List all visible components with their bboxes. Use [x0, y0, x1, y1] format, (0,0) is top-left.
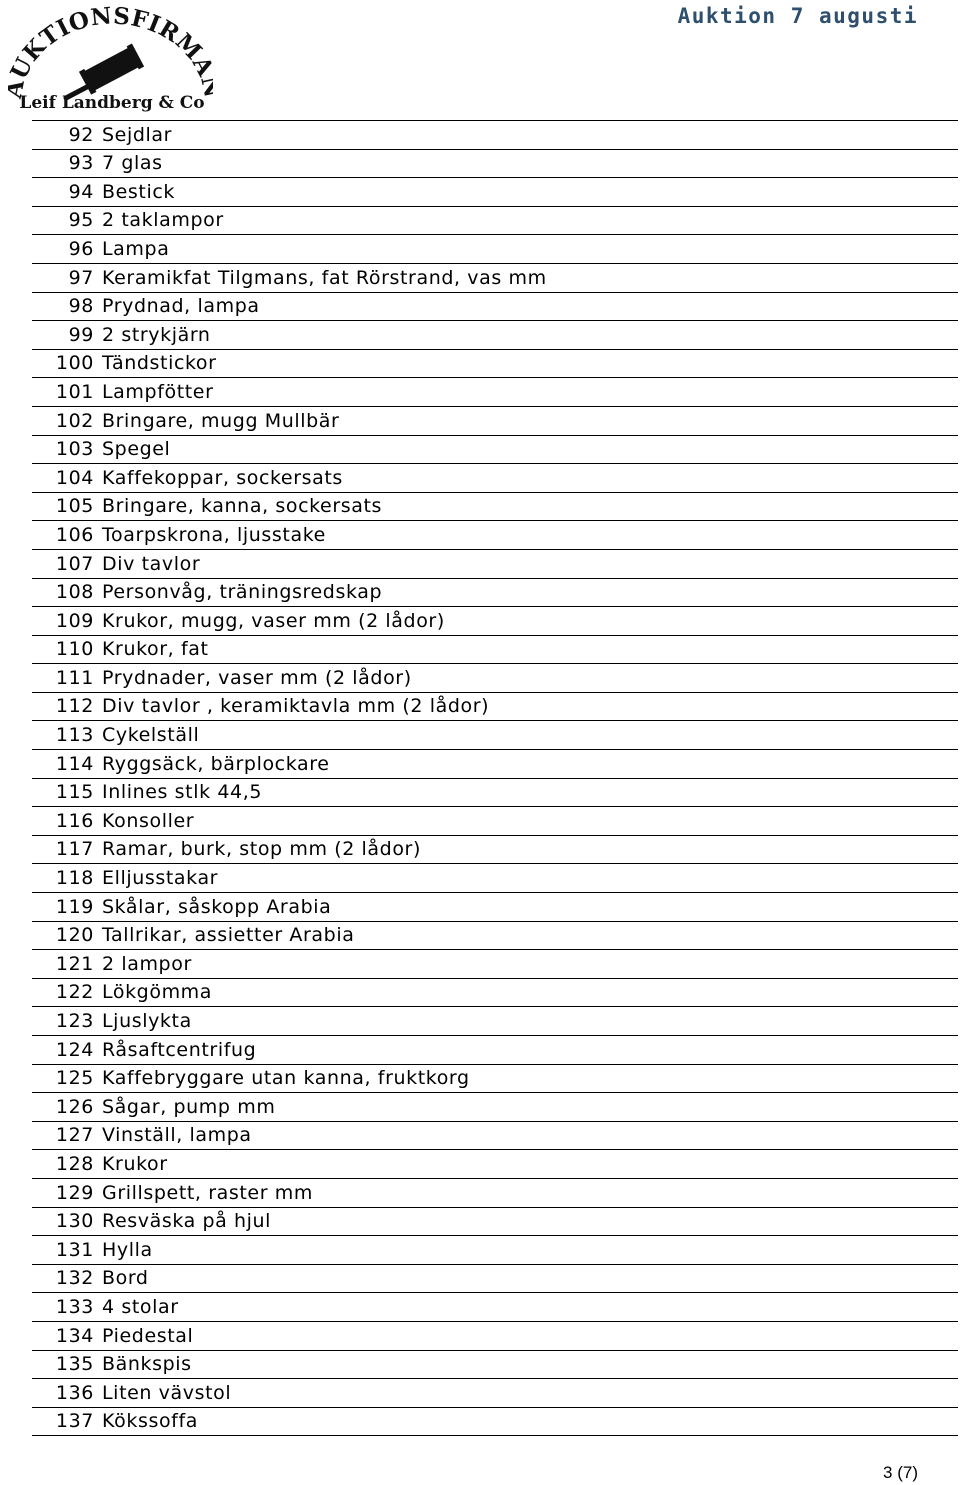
- lot-description: Bänkspis: [102, 1350, 958, 1379]
- lot-number: 129: [32, 1178, 102, 1207]
- table-row: [32, 978, 958, 1007]
- lot-description: 2 taklampor: [102, 206, 958, 235]
- lot-description: Div tavlor , keramiktavla mm (2 lådor): [102, 692, 958, 721]
- table-row: [32, 1178, 958, 1207]
- table-row: [32, 1321, 958, 1350]
- table-row: [32, 893, 958, 922]
- table-row: [32, 1093, 958, 1122]
- lot-number: 117: [32, 835, 102, 864]
- lot-number: 132: [32, 1264, 102, 1293]
- table-row: [32, 1036, 958, 1065]
- lot-description: Personvåg, träningsredskap: [102, 578, 958, 607]
- lot-number: 103: [32, 435, 102, 464]
- lot-description: Krukor: [102, 1150, 958, 1179]
- logo-arc-text: UKTIONSFIRM: [8, 2, 208, 84]
- lot-description: Tallrikar, assietter Arabia: [102, 921, 958, 950]
- lot-number: 126: [32, 1093, 102, 1122]
- lot-description: 4 stolar: [102, 1293, 958, 1322]
- lot-number: 136: [32, 1379, 102, 1408]
- lot-number: 113: [32, 721, 102, 750]
- company-logo: [8, 0, 213, 118]
- lot-description: Keramikfat Tilgmans, fat Rörstrand, vas mm: [102, 263, 958, 292]
- lot-description: 2 strykjärn: [102, 321, 958, 350]
- lot-number: 107: [32, 549, 102, 578]
- lot-description: Råsaftcentrifug: [102, 1036, 958, 1065]
- lot-number: 96: [32, 235, 102, 264]
- lot-description: Cykelställ: [102, 721, 958, 750]
- lot-description: Ramar, burk, stop mm (2 lådor): [102, 835, 958, 864]
- table-row: [32, 835, 958, 864]
- lot-description: 7 glas: [102, 149, 958, 178]
- table-row: [32, 206, 958, 235]
- lot-description: Bestick: [102, 178, 958, 207]
- lot-number: 100: [32, 349, 102, 378]
- table-row: [32, 778, 958, 807]
- table-row: [32, 178, 958, 207]
- table-row: [32, 549, 958, 578]
- lot-number: 98: [32, 292, 102, 321]
- lot-list: [32, 120, 958, 1436]
- table-row: [32, 578, 958, 607]
- lot-number: 134: [32, 1321, 102, 1350]
- lot-description: Kaffekoppar, sockersats: [102, 464, 958, 493]
- lot-description: Lampa: [102, 235, 958, 264]
- lot-number: 102: [32, 406, 102, 435]
- table-row: [32, 1293, 958, 1322]
- table-row: [32, 406, 958, 435]
- lot-number: 119: [32, 893, 102, 922]
- lot-number: 121: [32, 950, 102, 979]
- table-row: [32, 1121, 958, 1150]
- lot-description: Bord: [102, 1264, 958, 1293]
- table-row: [32, 607, 958, 636]
- lot-number: 124: [32, 1036, 102, 1065]
- lot-number: 116: [32, 807, 102, 836]
- lot-number: 94: [32, 178, 102, 207]
- table-row: [32, 492, 958, 521]
- table-row: [32, 349, 958, 378]
- lot-description: Kökssoffa: [102, 1407, 958, 1436]
- lot-number: 106: [32, 521, 102, 550]
- lot-number: 133: [32, 1293, 102, 1322]
- lot-description: Div tavlor: [102, 549, 958, 578]
- lot-number: 104: [32, 464, 102, 493]
- lot-number: 99: [32, 321, 102, 350]
- lot-description: Krukor, mugg, vaser mm (2 lådor): [102, 607, 958, 636]
- page-number: 3 (7): [883, 1463, 918, 1482]
- table-row: [32, 435, 958, 464]
- lot-description: Piedestal: [102, 1321, 958, 1350]
- table-row: [32, 1236, 958, 1265]
- lot-description: Kaffebryggare utan kanna, fruktkorg: [102, 1064, 958, 1093]
- lot-description: Resväska på hjul: [102, 1207, 958, 1236]
- table-row: [32, 1350, 958, 1379]
- lot-description: Ryggsäck, bärplockare: [102, 750, 958, 779]
- lot-description: Elljusstakar: [102, 864, 958, 893]
- svg-text:AUKTIONSFIRMAN: [8, 2, 213, 101]
- auction-title: Auktion 7 augusti: [677, 4, 918, 28]
- lot-number: 93: [32, 149, 102, 178]
- lot-description: Sågar, pump mm: [102, 1093, 958, 1122]
- table-row: [32, 1064, 958, 1093]
- lot-description: Lampfötter: [102, 378, 958, 407]
- table-row: [32, 950, 958, 979]
- lot-number: 137: [32, 1407, 102, 1436]
- table-row: [32, 263, 958, 292]
- lot-description: Bringare, mugg Mullbär: [102, 406, 958, 435]
- lot-number: 110: [32, 635, 102, 664]
- lot-number: 118: [32, 864, 102, 893]
- lot-description: Prydnad, lampa: [102, 292, 958, 321]
- lot-description: Inlines stlk 44,5: [102, 778, 958, 807]
- lot-number: 130: [32, 1207, 102, 1236]
- lot-number: 95: [32, 206, 102, 235]
- table-row: [32, 807, 958, 836]
- lot-number: 114: [32, 750, 102, 779]
- table-row: [32, 864, 958, 893]
- table-row: [32, 921, 958, 950]
- table-row: [32, 692, 958, 721]
- lot-number: 111: [32, 664, 102, 693]
- lot-description: 2 lampor: [102, 950, 958, 979]
- lot-number: 122: [32, 978, 102, 1007]
- lot-description: Toarpskrona, ljusstake: [102, 521, 958, 550]
- lot-number: 120: [32, 921, 102, 950]
- lot-description: Krukor, fat: [102, 635, 958, 664]
- lot-list-body: [32, 121, 958, 1436]
- table-row: [32, 521, 958, 550]
- lot-number: 92: [32, 121, 102, 150]
- lot-number: 131: [32, 1236, 102, 1265]
- lot-number: 109: [32, 607, 102, 636]
- lot-number: 105: [32, 492, 102, 521]
- lot-description: Liten vävstol: [102, 1379, 958, 1408]
- lot-description: Skålar, såskopp Arabia: [102, 893, 958, 922]
- table-row: [32, 464, 958, 493]
- lot-description: Grillspett, raster mm: [102, 1178, 958, 1207]
- lot-number: 127: [32, 1121, 102, 1150]
- lot-number: 128: [32, 1150, 102, 1179]
- table-row: [32, 721, 958, 750]
- table-row: [32, 1150, 958, 1179]
- lot-description: Tändstickor: [102, 349, 958, 378]
- lot-number: 115: [32, 778, 102, 807]
- table-row: [32, 635, 958, 664]
- table-row: [32, 149, 958, 178]
- lot-description: Ljuslykta: [102, 1007, 958, 1036]
- gavel-logo-icon: [8, 0, 213, 118]
- lot-number: 97: [32, 263, 102, 292]
- table-row: [32, 1379, 958, 1408]
- logo-sub-text: Leif Landberg & Co: [19, 93, 205, 113]
- lot-number: 123: [32, 1007, 102, 1036]
- table-row: [32, 750, 958, 779]
- lot-number: 108: [32, 578, 102, 607]
- lot-number: 135: [32, 1350, 102, 1379]
- lot-number: 112: [32, 692, 102, 721]
- table-row: [32, 1407, 958, 1436]
- table-row: [32, 378, 958, 407]
- lot-number: 125: [32, 1064, 102, 1093]
- table-row: [32, 321, 958, 350]
- table-row: [32, 664, 958, 693]
- table-row: [32, 1264, 958, 1293]
- lot-description: Vinställ, lampa: [102, 1121, 958, 1150]
- lot-description: Bringare, kanna, sockersats: [102, 492, 958, 521]
- lot-description: Hylla: [102, 1236, 958, 1265]
- lot-description: Spegel: [102, 435, 958, 464]
- lot-number: 101: [32, 378, 102, 407]
- table-row: [32, 1207, 958, 1236]
- lot-description: Konsoller: [102, 807, 958, 836]
- lot-description: Sejdlar: [102, 121, 958, 150]
- table-row: [32, 292, 958, 321]
- lot-description: Lökgömma: [102, 978, 958, 1007]
- lot-description: Prydnader, vaser mm (2 lådor): [102, 664, 958, 693]
- table-row: [32, 1007, 958, 1036]
- table-row: [32, 235, 958, 264]
- table-row: [32, 121, 958, 150]
